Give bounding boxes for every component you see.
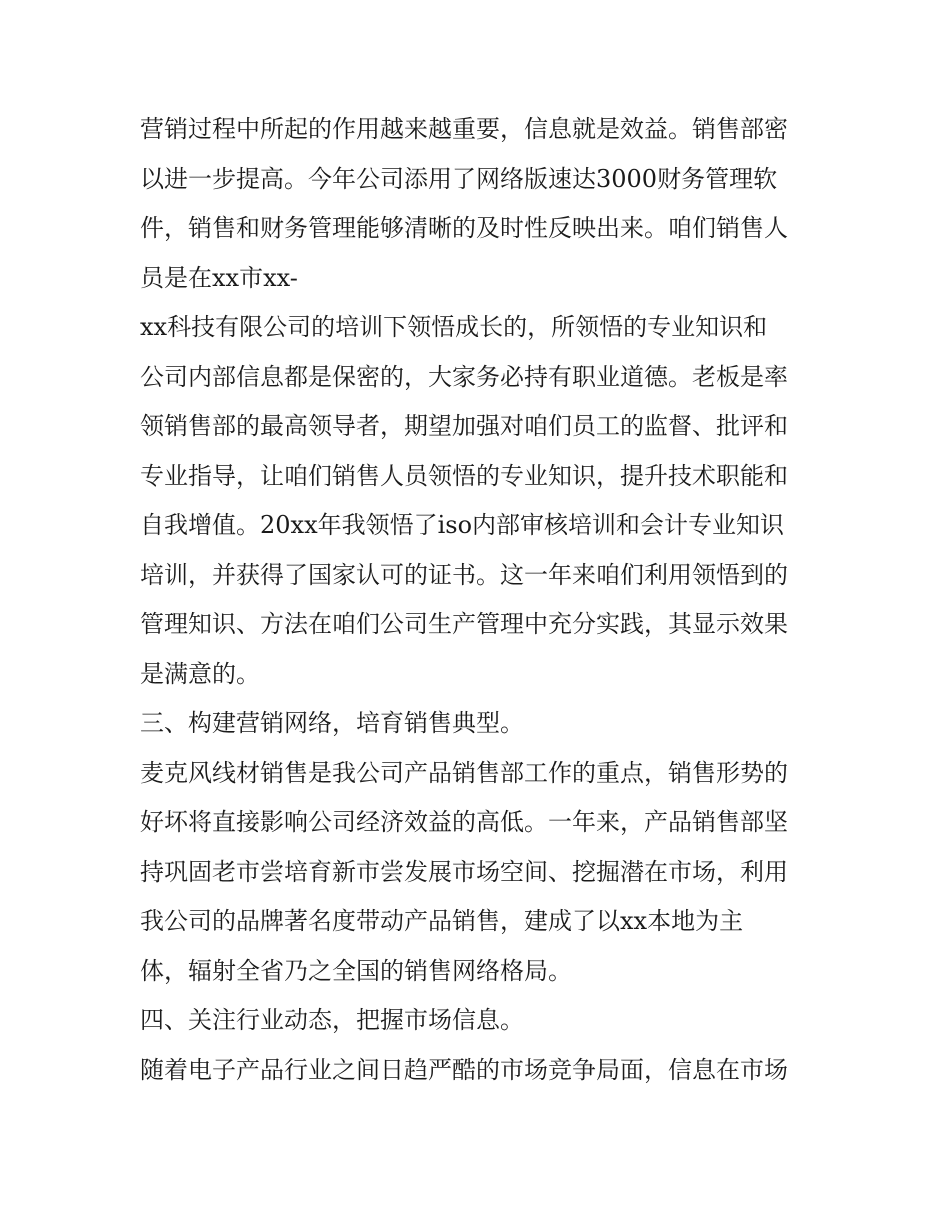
text-line: 培训，并获得了国家认可的证书。这一年来咱们利用领悟到的 bbox=[140, 560, 788, 589]
text-line: 麦克风线材销售是我公司产品销售部工作的重点，销售形势的 bbox=[140, 758, 788, 787]
text-line: 件，销售和财务管理能够清晰的及时性反映出来。咱们销售人 bbox=[140, 214, 788, 242]
section-heading: 四、关注行业动态，把握市场信息。 bbox=[140, 1006, 524, 1034]
text-line: 管理知识、方法在咱们公司生产管理中充分实践，其显示效果 bbox=[140, 610, 788, 638]
text-line: 是满意的。 bbox=[140, 659, 260, 688]
text-line: 自我增值。20xx年我领悟了iso内部审核培训和会计专业知识 bbox=[140, 511, 785, 539]
text-line: 持巩固老市尝培育新市尝发展市场空间、挖掘潜在市场，利用 bbox=[140, 857, 788, 886]
text-line: 员是在xx市xx- bbox=[140, 263, 298, 292]
text-line: 我公司的品牌著名度带动产品销售，建成了以xx本地为主 bbox=[140, 907, 744, 935]
section-heading: 三、构建营销网络，培育销售典型。 bbox=[140, 709, 524, 737]
text-line: xx科技有限公司的培训下领悟成长的，所领悟的专业知识和 bbox=[140, 313, 768, 341]
text-line: 好坏将直接影响公司经济效益的高低。一年来，产品销售部坚 bbox=[140, 808, 788, 836]
text-line: 体，辐射全省乃之全国的销售网络格局。 bbox=[140, 956, 572, 985]
body-text bbox=[140, 105, 830, 1095]
text-line: 领销售部的最高领导者，期望加强对咱们员工的监督、批评和 bbox=[140, 412, 788, 440]
text-line: 以进一步提高。今年公司添用了网络版速达3000财务管理软 bbox=[140, 164, 778, 193]
text-line: 营销过程中所起的作用越来越重要，信息就是效益。销售部密 bbox=[140, 115, 788, 143]
text-line: 随着电子产品行业之间日趋严酷的市场竞争局面，信息在市场 bbox=[140, 1055, 788, 1084]
text-line: 公司内部信息都是保密的，大家务必持有职业道德。老板是率 bbox=[140, 362, 788, 391]
text-line: 专业指导，让咱们销售人员领悟的专业知识，提升技术职能和 bbox=[140, 461, 788, 490]
